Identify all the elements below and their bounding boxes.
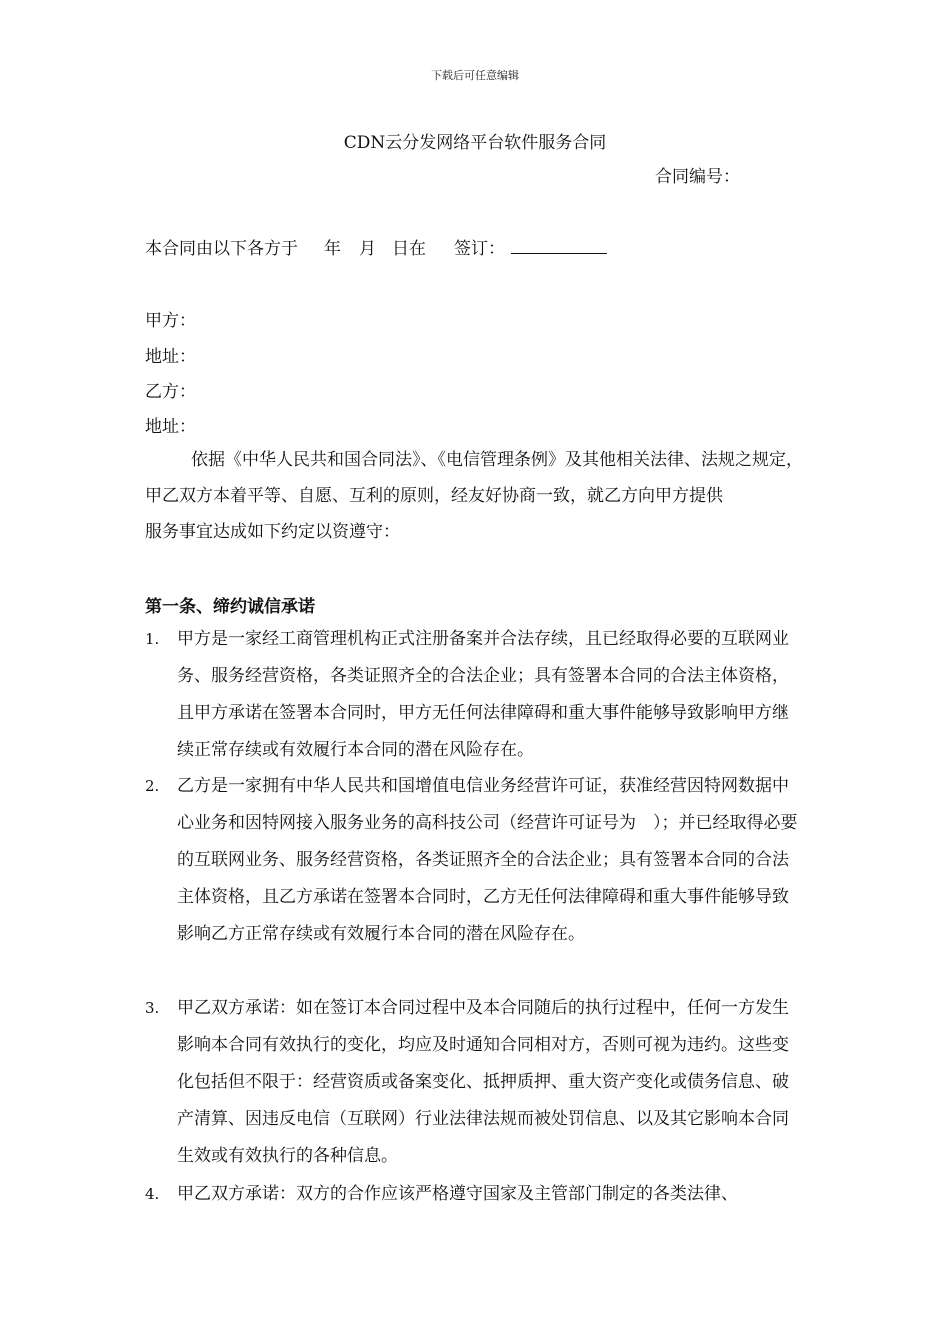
intro-text-part1: 依据《中华人民共和国合同法》、《电信管理条例》及其他相关法律、法规之规定，甲乙双方本着平等、自愿、互利的原则，经友好协商一致，就乙方向甲方提供 — [145, 450, 803, 506]
clause-number: 1. — [145, 630, 160, 648]
intro-text-part2: 服务事宜达成如下约定以资遵守： — [145, 522, 400, 542]
clause-item — [145, 990, 805, 1175]
clause-item — [145, 621, 805, 769]
party-a-label: 甲方： — [145, 311, 196, 331]
signing-blank-line — [511, 237, 607, 254]
clause-text: 甲乙双方承诺：如在签订本合同过程中及本合同随后的执行过程中，任何一方发生影响本合同有效执行的变化，均应及时通知合同相对方，否则可视为违约。这些变化包括但不限于：经营资质或备案变化、抵押质押、重大资产变化或债务信息、破产清算、因违反电信（互联网）行业法律法规而被处罚信息、以及其它影响本合同生效或有效执行的各种信息。 — [177, 998, 789, 1166]
header-note: 下载后可任意编辑 — [431, 69, 519, 82]
signing-prefix: 本合同由以下各方于 — [145, 239, 298, 259]
clause-text: 甲方是一家经工商管理机构正式注册备案并合法存续，且已经取得必要的互联网业务、服务经营资格，各类证照齐全的合法企业；具有签署本合同的合法主体资格，且甲方承诺在签署本合同时，甲方无任何法律障碍和重大事件能够导致影响甲方继续正常存续或有效履行本合同的潜在风险存在。 — [177, 629, 789, 760]
clause-item — [145, 768, 805, 953]
party-b-label: 乙方： — [145, 382, 196, 402]
clause-text: 甲乙双方承诺：双方的合作应该严格遵守国家及主管部门制定的各类法律、 — [177, 1184, 738, 1204]
clause-number: 3. — [145, 999, 160, 1017]
signing-year: 年 — [324, 239, 341, 259]
clause-number: 2. — [145, 777, 160, 795]
signing-day: 日在 — [392, 239, 426, 259]
document-title: CDN云分发网络平台软件服务合同 — [343, 133, 607, 153]
party-b-address-label: 地址： — [145, 417, 196, 437]
signing-month: 月 — [359, 239, 376, 259]
section-1-title: 第一条、缔约诚信承诺 — [145, 597, 315, 617]
clause-text: 乙方是一家拥有中华人民共和国增值电信业务经营许可证，获准经营因特网数据中心业务和因特网接入服务业务的高科技公司（经营许可证号为 ）；并已经取得必要的互联网业务、服务经营资格，各类证照齐全的合法企业；具有签署本合同的合法主体资格，且乙方承诺在签署本合同时，乙方无任何法律障碍和重大事件能够导致影响乙方正常存续或有效履行本合同的潜在风险存在。 — [177, 776, 798, 944]
clause-item — [145, 1176, 805, 1213]
signing-line — [145, 234, 607, 259]
intro-paragraph — [145, 442, 805, 550]
party-a-address-label: 地址： — [145, 347, 196, 367]
contract-number-label: 合同编号： — [655, 167, 740, 187]
clause-number: 4. — [145, 1185, 160, 1203]
signing-signed: 签订： — [454, 239, 505, 259]
